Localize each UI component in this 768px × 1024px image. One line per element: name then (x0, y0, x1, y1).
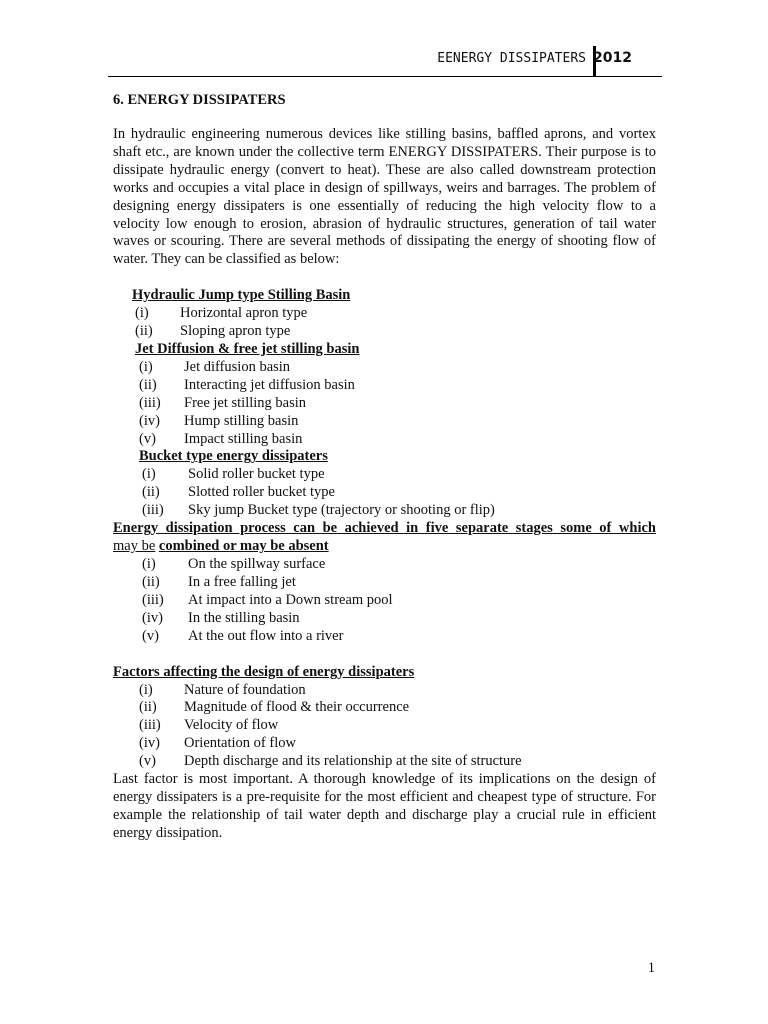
list-item (113, 753, 656, 771)
item-number: (iii) (139, 717, 161, 734)
conclusion-paragraph: Last factor is most important. A thorough knowledge of its implications on the design of energy dissipaters is a pre-requisite for the most efficient and cheapest type of structure. For example the relationship of tail water depth and discharge play a crucial rule in efficient energy dissipation. (113, 770, 656, 841)
item-text: Sloping apron type (180, 323, 291, 340)
stages-heading-plain: may be (113, 538, 156, 555)
stages-heading-bold: combined or may be absent (158, 538, 329, 555)
list-item (113, 556, 656, 574)
list-item (113, 359, 656, 377)
item-text: In the stilling basin (188, 609, 300, 626)
item-text: At the out flow into a river (188, 627, 344, 644)
item-number: (i) (142, 556, 156, 573)
item-text: Slotted roller bucket type (188, 484, 335, 501)
item-text: On the spillway surface (188, 556, 326, 573)
item-text: Hump stilling basin (184, 412, 299, 429)
spacer (113, 269, 656, 287)
item-text: Depth discharge and its relationship at the site of structure (184, 753, 522, 770)
item-text: Velocity of flow (184, 717, 279, 734)
item-text: Nature of foundation (184, 681, 306, 698)
item-number: (iv) (139, 735, 160, 752)
item-number: (iii) (142, 502, 164, 519)
header-title: EENERGY DISSIPATERS (437, 51, 586, 66)
item-number: (v) (139, 430, 156, 447)
item-number: (ii) (135, 323, 153, 340)
item-text: Solid roller bucket type (188, 466, 325, 483)
section-title: 6. ENERGY DISSIPATERS (113, 92, 286, 108)
item-number: (iii) (139, 394, 161, 411)
item-text: Jet diffusion basin (184, 359, 291, 376)
list-item (113, 395, 656, 413)
document-body (113, 92, 656, 843)
item-text: Interacting jet diffusion basin (184, 376, 355, 393)
list-item (113, 305, 656, 323)
item-number: (ii) (142, 574, 160, 591)
list-item (113, 323, 656, 341)
item-text: Impact stilling basin (184, 430, 303, 447)
item-number: (i) (135, 305, 149, 322)
factors-heading: Factors affecting the design of energy dissipaters (113, 663, 415, 680)
list-item (113, 377, 656, 395)
list-item (113, 431, 656, 449)
list-item (113, 682, 656, 700)
item-number: (iii) (142, 591, 164, 608)
list-item (113, 502, 656, 520)
item-number: (i) (139, 681, 153, 698)
group-heading: Hydraulic Jump type Stilling Basin (132, 287, 351, 304)
item-text: Magnitude of flood & their occurrence (184, 699, 410, 716)
stages-section (113, 520, 656, 645)
list-item (113, 413, 656, 431)
group-jet-diffusion (113, 341, 656, 448)
item-text: Orientation of flow (184, 735, 296, 752)
list-item (113, 574, 656, 592)
page-number: 1 (647, 960, 655, 976)
item-number: (v) (142, 627, 159, 644)
list-item (113, 592, 656, 610)
group-bucket-type (113, 448, 656, 520)
item-text: Horizontal apron type (180, 305, 308, 322)
list-item (113, 610, 656, 628)
group-heading: Jet Diffusion & free jet stilling basin (135, 341, 360, 358)
item-text: In a free falling jet (188, 574, 296, 591)
page-header (108, 46, 662, 77)
stages-heading-line2 (113, 538, 656, 556)
item-number: (ii) (142, 484, 160, 501)
list-item (113, 699, 656, 717)
list-item (113, 466, 656, 484)
list-item (113, 484, 656, 502)
item-number: (v) (139, 753, 156, 770)
item-number: (iv) (142, 609, 163, 626)
item-number: (i) (142, 466, 156, 483)
item-text: At impact into a Down stream pool (188, 591, 393, 608)
group-hydraulic-jump (113, 287, 656, 341)
group-heading: Bucket type energy dissipaters (139, 448, 328, 465)
header-year: 2012 (593, 50, 632, 66)
intro-paragraph: In hydraulic engineering numerous devices like stilling basins, baffled aprons, and vortex shaft etc., are known under the collective term ENERGY DISSIPATERS. Their purpose is to dissipate hydraulic energy (convert to heat). These are also called downstream protection works and occupies a vital place in design of spillways, weirs and barrages. The problem of designing energy dissipaters is one essentially of reducing the high velocity flow to a velocity low enough to erosion, abrasion of hydraulic structures, generation of tail water waves or scouring. There are several methods of dissipating the energy of shooting flow of water. They can be classified as below: (113, 126, 656, 268)
item-text: Sky jump Bucket type (trajectory or shooting or flip) (188, 502, 495, 519)
item-number: (i) (139, 359, 153, 376)
factors-section (113, 664, 656, 843)
list-item (113, 717, 656, 735)
list-item (113, 735, 656, 753)
stages-heading-line1 (113, 520, 656, 538)
item-text: Free jet stilling basin (184, 394, 307, 411)
item-number: (iv) (139, 412, 160, 429)
stages-heading-text: Energy dissipation process can be achieved in five separate stages some of which (113, 520, 656, 537)
list-item (113, 628, 656, 646)
item-number: (ii) (139, 699, 157, 716)
item-number: (ii) (139, 376, 157, 393)
